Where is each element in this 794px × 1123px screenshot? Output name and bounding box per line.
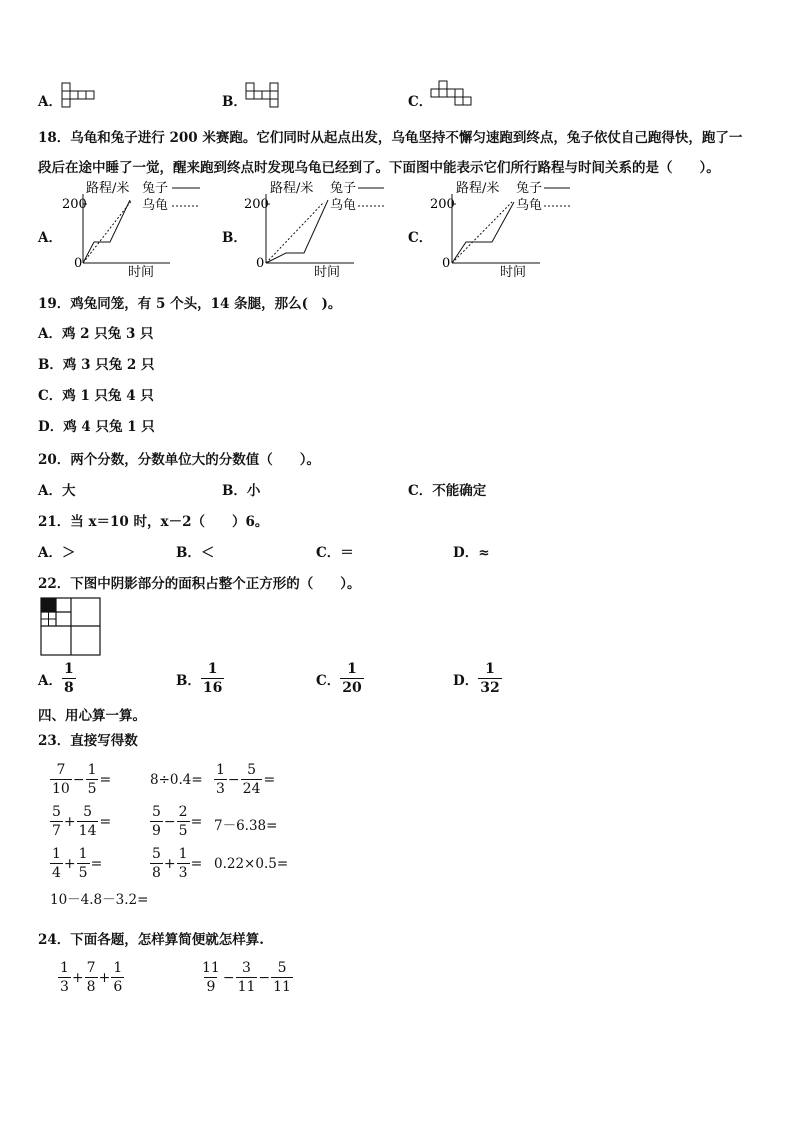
graph-a-ylabel: 路程/米 [86, 181, 130, 196]
q23-expr-r2c1: $\frac{5}{7}$ + $\frac{5}{14}$ = [52, 804, 112, 839]
q22-option-c: C． $\frac{1}{20}$ [316, 661, 362, 696]
q23-expr-r1c3: $\frac{1}{3}$ − $\frac{5}{24}$ = [216, 762, 276, 797]
q17-option-a-figure [61, 81, 103, 109]
q21-option-b: B．＜ [176, 545, 215, 561]
q22-shaded-region [41, 598, 56, 612]
q23-expr-r3c1: $\frac{1}{4}$ + $\frac{1}{5}$ = [52, 846, 103, 881]
q19-option-a: A．鸡 2 只兔 3 只 [38, 326, 154, 342]
q18-stem-line1: 18．乌龟和兔子进行 200 米赛跑。它们同时从起点出发，乌龟坚持不懈匀速跑到终点，兔子依仗自己跑得快，跑了一 [38, 130, 743, 146]
q18-stem-line2: 段后在途中睡了一觉，醒来跑到终点时发现乌龟已经到了。下面图中能表示它们所行路程与时间关系的是（ ）。 [38, 160, 720, 176]
graph-c-turtle-legend: 乌龟 [516, 198, 543, 213]
q19-option-b: B．鸡 3 只兔 2 只 [38, 357, 155, 373]
graph-b-turtle-line [266, 202, 324, 263]
q23-expr-r1c1: $\frac{7}{10}$ − $\frac{1}{5}$ = [52, 762, 112, 797]
q17-option-b-label: B． [222, 94, 247, 110]
q17-option-c-figure [430, 79, 474, 111]
graph-c-ylabel: 路程/米 [456, 181, 500, 196]
q23-expr-r2c2: $\frac{5}{9}$ − $\frac{2}{5}$ = [152, 804, 203, 839]
q18-option-a-label: A． [38, 230, 62, 246]
q20-option-c: C．不能确定 [408, 483, 487, 499]
q19-option-c: C．鸡 1 只兔 4 只 [38, 388, 154, 404]
q22-stem: 22．下图中阴影部分的面积占整个正方形的（ ）。 [38, 576, 361, 592]
graph-c-rabbit-legend: 兔子 [516, 181, 543, 196]
q20-stem: 20．两个分数，分数单位大的分数值（ ）。 [38, 452, 321, 468]
q18-graph-b [244, 180, 394, 280]
section-4-heading: 四、用心算一算。 [38, 708, 146, 724]
q23-stem: 23．直接写得数 [38, 733, 138, 749]
graph-a-rabbit-legend: 兔子 [142, 181, 169, 196]
q22-option-a-fraction: $\frac{1}{8}$ [63, 661, 74, 696]
q18-option-c-label: C． [408, 230, 433, 246]
q24-expr-2: $\frac{11}{9}$ − $\frac{3}{11}$ − $\frac{5}{11}$ [202, 960, 291, 995]
q22-option-a: A． $\frac{1}{8}$ [38, 661, 74, 696]
q23-expr-r1c2: 8÷0.4= [150, 772, 203, 788]
q22-option-d: D． $\frac{1}{32}$ [453, 661, 500, 696]
q19-option-d: D．鸡 4 只兔 1 只 [38, 419, 155, 435]
q21-option-a: A．＞ [38, 545, 76, 561]
q20-option-a: A．大 [38, 483, 76, 499]
graph-c-ytick: 200 [430, 197, 455, 212]
graph-b-origin: 0 [256, 256, 265, 271]
graph-c-xlabel: 时间 [500, 265, 527, 280]
graph-a-turtle-legend: 乌龟 [142, 198, 169, 213]
q20-option-b: B．小 [222, 483, 261, 499]
q21-option-c: C．＝ [316, 545, 354, 561]
q21-option-d: D．≈ [453, 545, 490, 561]
q24-stem: 24．下面各题，怎样算简便就怎样算. [38, 932, 264, 948]
q23-expr-r4c1: 10－4.8－3.2= [50, 892, 149, 908]
q22-option-b-fraction: $\frac{1}{16}$ [202, 661, 223, 696]
q18-option-b-label: B． [222, 230, 247, 246]
graph-b-ytick: 200 [244, 197, 269, 212]
graph-a-origin: 0 [74, 256, 83, 271]
graph-a-rabbit-line [83, 200, 130, 263]
q19-stem: 19．鸡兔同笼，有 5 个头，14 条腿，那么( )。 [38, 296, 342, 312]
graph-c-turtle-line [452, 202, 512, 263]
graph-c-origin: 0 [442, 256, 451, 271]
q24-expr-1: $\frac{1}{3}$ + $\frac{7}{8}$ + $\frac{1}{6}$ [60, 960, 123, 995]
q23-expr-r3c2: $\frac{5}{8}$ + $\frac{1}{3}$ = [152, 846, 203, 881]
graph-a-ytick: 200 [62, 197, 87, 212]
q22-square-figure [40, 597, 102, 657]
q22-option-c-fraction: $\frac{1}{20}$ [342, 661, 362, 696]
graph-b-turtle-legend: 乌龟 [330, 198, 357, 213]
q18-graph-a [60, 180, 210, 280]
q17-option-a-label: A． [38, 94, 62, 110]
q21-stem: 21．当 x＝10 时，x－2（ ）6。 [38, 514, 269, 530]
q17-option-b-figure [245, 81, 289, 109]
q22-option-b: B． $\frac{1}{16}$ [176, 661, 223, 696]
graph-a-xlabel: 时间 [128, 265, 155, 280]
graph-a-turtle-line [83, 200, 132, 263]
q18-graph-c [430, 180, 580, 280]
graph-b-rabbit-legend: 兔子 [330, 181, 357, 196]
q23-expr-r2c3: 7－6.38= [214, 818, 278, 834]
q23-expr-r3c3: 0.22×0.5= [214, 856, 289, 872]
q22-option-d-fraction: $\frac{1}{32}$ [480, 661, 500, 696]
graph-b-ylabel: 路程/米 [270, 181, 314, 196]
graph-b-xlabel: 时间 [314, 265, 341, 280]
q17-option-c-label: C． [408, 94, 433, 110]
